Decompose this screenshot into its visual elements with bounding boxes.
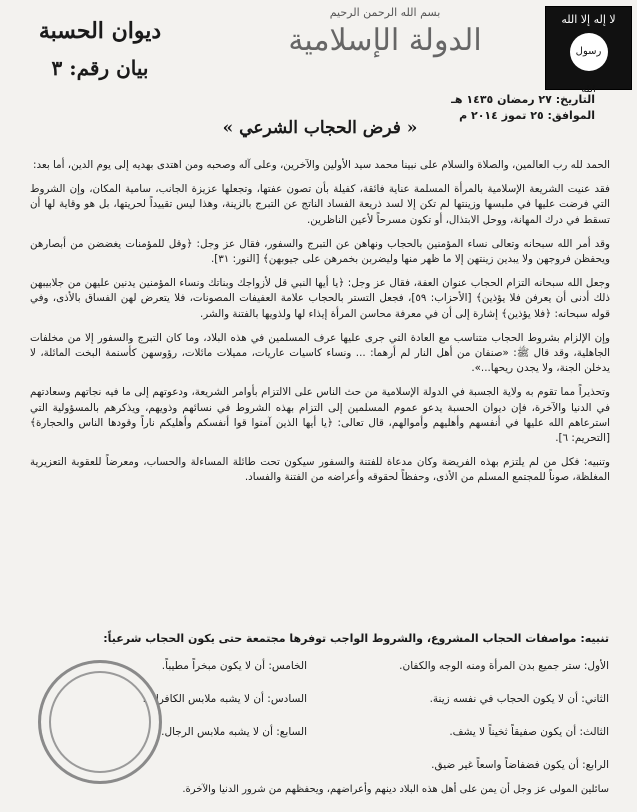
paragraph: وجعل الله سبحانه التزام الحجاب عنوان العفة، فقال عز وجل: ﴿يا أيها النبي قل لأزواجك وبناتك ونساء المؤمنين يدنين عليهن من جلابيبهن ذلك أدنى أن يعرفن فلا يؤذين﴾ [الأحزاب: ٥٩]، فجعل التستر بالحجاب علامة العفيفات المصونات، فلا يتعرض لهن الفساق بالأذى، وفي قوله سبحانه: ﴿فلا يؤذين﴾ إشارة إلى أن في معرفة محاسن المرأة إيذاء لها ولذويها بالفتنة والشر. [30,277,610,320]
conditions-right-column [319,650,609,782]
condition-item: السابع: أن لا يشبه ملابس الرجال. [161,726,307,738]
condition-item: الأول: ستر جميع بدن المرأة ومنه الوجه والكفان. [399,660,609,672]
condition-item: الثاني: أن لا يكون الحجاب في نفسه زينة. [429,693,609,705]
state-banner [270,4,500,84]
condition-item: الرابع: أن يكون فضفاضاً واسعاً غير ضيق. [431,759,609,771]
paragraph: وإن الإلزام بشروط الحجاب متناسب مع العادة التي جرى عليها عرف المسلمين في هذه البلاد، وما كان التبرج والسفور إلا من مخلفات الجاهلية، وقد قال ﷺ: «صنفان من أهل النار لم أرهما: ... ونساء كاسيات عاريات، مميلات مائلات، رؤوسهن كأسنمة البخت المائلة، لا يدخلن الجنة، ولا يجدن ريحها...». [30,331,610,375]
state-name: الدولة الإسلامية [288,23,482,58]
statement-number: بيان رقم: ٣ [51,56,149,80]
flag-text: لا إله إلا الله [561,13,616,26]
paragraph: وتنبيه: فكل من لم يلتزم بهذه الفريضة وكان مدعاة للفتنة والسفور سيكون تحت طائلة المساءلة والحساب، ومعرضاً للعقوبة التعزيرية المغلظة، صوناً للمجتمع المسلم من الأذى، وحفظاً لحقوقه وأعراضه من الفتنة والفساد. [30,456,610,484]
document-title: « فرض الحجاب الشرعي » [222,118,418,138]
condition-item: الثالث: أن يكون صفيقاً ثخيناً لا يشف. [449,726,609,738]
closing-line: سائلين المولى عز وجل أن يمن على أهل هذه البلاد دينهم وأعراضهم، ويحفظهم من شرور الدنيا والآخرة. [182,784,609,795]
paragraph: الحمد لله رب العالمين، والصلاة والسلام على نبينا محمد سيد الأولين والآخرين، وعلى آله وصحبه ومن اهتدى بهديه إلى يوم الدين، أما بعد: [32,159,610,171]
date-gregorian: الموافق: ٢٥ تموز ٢٠١٤ م [459,109,595,122]
conditions-heading: تنبيه: مواصفات الحجاب المشروع، والشروط الواجب توفرها مجتمعة حتى يكون الحجاب شرعياً: [103,632,609,645]
date-hijri: التاريخ: ٢٧ رمضان ١٤٣٥ هـ [451,93,595,106]
paragraph: وقد أمر الله سبحانه وتعالى نساء المؤمنين بالحجاب ونهاهن عن التبرج والسفور، فقال عز وجل: ﴿وقل للمؤمنات يغضضن من أبصارهن ويحفظن فروجهن ولا يبدين زينتهن إلا ما ظهر منها وليضربن بخمرهن على جيوبهن﴾ [النور: ٣١]. [30,237,610,266]
condition-item: الخامس: أن لا يكون مبخراً مطيباً. [161,660,307,672]
flag-seal-icon: رسول الله [570,33,608,71]
condition-item: السادس: أن لا يشبه ملابس الكافرات. [142,693,307,705]
paragraph: وتحذيراً مما تقوم به ولاية الجسبة في الدولة الإسلامية من حث الناس على الالتزام بأوامر الشريعة، ودعوتهم إلى ما فيه نجاتهم وسعادتهم في الدنيا والآخرة، فإن ديوان الحسبة يدعو عموم المسلمين إلى التزام بهذه الشروط في نسائهم وذويهم، ويذكرهم بالمسؤولية التي استرعاهم الله عليها في أنفسهم وأهليهم وأموالهم، قال تعالى: ﴿يا أيها الذين آمنوا قوا أنفسكم وأهليكم ناراً وقودها الناس والحجارة﴾ [التحريم: ٦]. [30,386,610,445]
black-flag-emblem [545,6,632,95]
official-stamp-icon [38,660,162,784]
paragraph: فقد عنيت الشريعة الإسلامية بالمرأة المسلمة عناية فائقة، كفيلة بأن تصون عفتها، وتجعلها عزيزة الجانب، سامية المكان، وإن الشروط التي فرضت عليها في ملبسها وزينتها لم تكن إلا لسد ذريعة الفساد الناتج عن التبرج بالزينة، وهذا ليس تقييداً لحريتها، بل هو وقاية لها أن تسقط في درك المهانة، ووحل الابتذال، أو تكون مسرحاً لأعين الناظرين. [30,183,610,226]
body-text [30,158,610,495]
bismillah: بسم الله الرحمن الرحيم [329,6,441,19]
diwan-title: ديوان الحسبة [38,18,162,44]
